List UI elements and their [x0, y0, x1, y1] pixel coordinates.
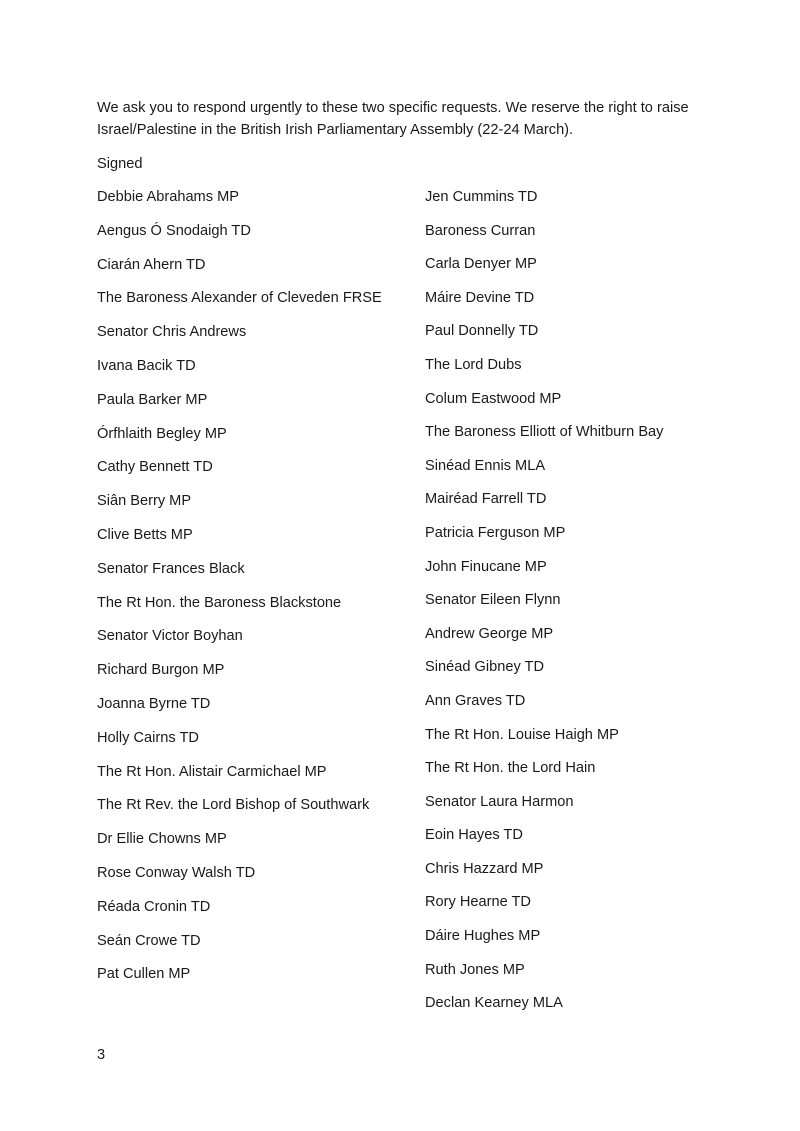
signatory: Senator Laura Harmon: [425, 793, 574, 810]
signatory: Senator Frances Black: [97, 560, 245, 577]
signed-label: Signed: [97, 156, 143, 172]
signatory: Jen Cummins TD: [425, 189, 538, 205]
signatory: Colum Eastwood MP: [425, 390, 562, 407]
signatory: Siân Berry MP: [97, 493, 192, 510]
signatory: Senator Victor Boyhan: [97, 628, 243, 645]
signatory: The Lord Dubs: [425, 356, 522, 373]
signatory: The Rt Rev. the Lord Bishop of Southwark: [97, 797, 370, 814]
signatories-right-column: [425, 186, 755, 1026]
signatory: Paula Barker MP: [97, 391, 208, 408]
page-number: 3: [97, 1047, 106, 1063]
signatories-left-column: [97, 186, 397, 997]
intro-paragraph: We ask you to respond urgently to these two specific requests. We reserve the right to raise Israel/Palestine in the British Irish Parliamentary Assembly (22-24 March).: [97, 100, 689, 138]
signatory: Ann Graves TD: [425, 692, 526, 709]
signatory: Senator Eileen Flynn: [425, 592, 561, 609]
signatory: Carla Denyer MP: [425, 256, 537, 273]
signatory: Patricia Ferguson MP: [425, 524, 566, 541]
signatory: Eoin Hayes TD: [425, 827, 523, 844]
signatory: The Rt Hon. Louise Haigh MP: [425, 726, 619, 743]
signatory: The Rt Hon. the Lord Hain: [425, 760, 596, 777]
signatory: Paul Donnelly TD: [425, 323, 539, 340]
signatory: Rory Hearne TD: [425, 894, 531, 911]
signatory: Ciarán Ahern TD: [97, 256, 206, 273]
signatory: Declan Kearney MLA: [425, 995, 563, 1012]
signatory: Ivana Bacik TD: [97, 357, 196, 374]
signatory: Holly Cairns TD: [97, 729, 199, 746]
signatory: The Rt Hon. the Baroness Blackstone: [97, 594, 342, 611]
signatory: Sinéad Ennis MLA: [425, 457, 546, 474]
signatory: Mairéad Farrell TD: [425, 491, 547, 508]
signatory: Dr Ellie Chowns MP: [97, 831, 227, 848]
signatory: Órfhlaith Begley MP: [97, 425, 227, 442]
signatory: Clive Betts MP: [97, 526, 193, 543]
signatory: Seán Crowe TD: [97, 932, 201, 949]
signatory: Aengus Ó Snodaigh TD: [97, 222, 251, 239]
signatory: Rose Conway Walsh TD: [97, 864, 256, 881]
signatory: Joanna Byrne TD: [97, 695, 211, 712]
signatory: Cathy Bennett TD: [97, 459, 213, 476]
signatory: Debbie Abrahams MP: [97, 189, 239, 205]
signatory: Baroness Curran: [425, 222, 536, 239]
signatory: Andrew George MP: [425, 625, 554, 642]
signatory: Senator Chris Andrews: [97, 324, 247, 341]
signatory: Richard Burgon MP: [97, 662, 225, 679]
signatory: The Baroness Alexander of Cleveden FRSE: [97, 290, 382, 307]
signatory: The Baroness Elliott of Whitburn Bay: [425, 424, 664, 441]
signatory: John Finucane MP: [425, 558, 547, 575]
signatory: Dáire Hughes MP: [425, 928, 541, 945]
signatory: Sinéad Gibney TD: [425, 659, 544, 676]
signatory: Réada Cronin TD: [97, 898, 211, 915]
signatory: Máire Devine TD: [425, 289, 535, 306]
signatory: Ruth Jones MP: [425, 961, 525, 978]
signatory: Chris Hazzard MP: [425, 860, 544, 877]
signatory: Pat Cullen MP: [97, 966, 191, 983]
signatory: The Rt Hon. Alistair Carmichael MP: [97, 763, 327, 780]
